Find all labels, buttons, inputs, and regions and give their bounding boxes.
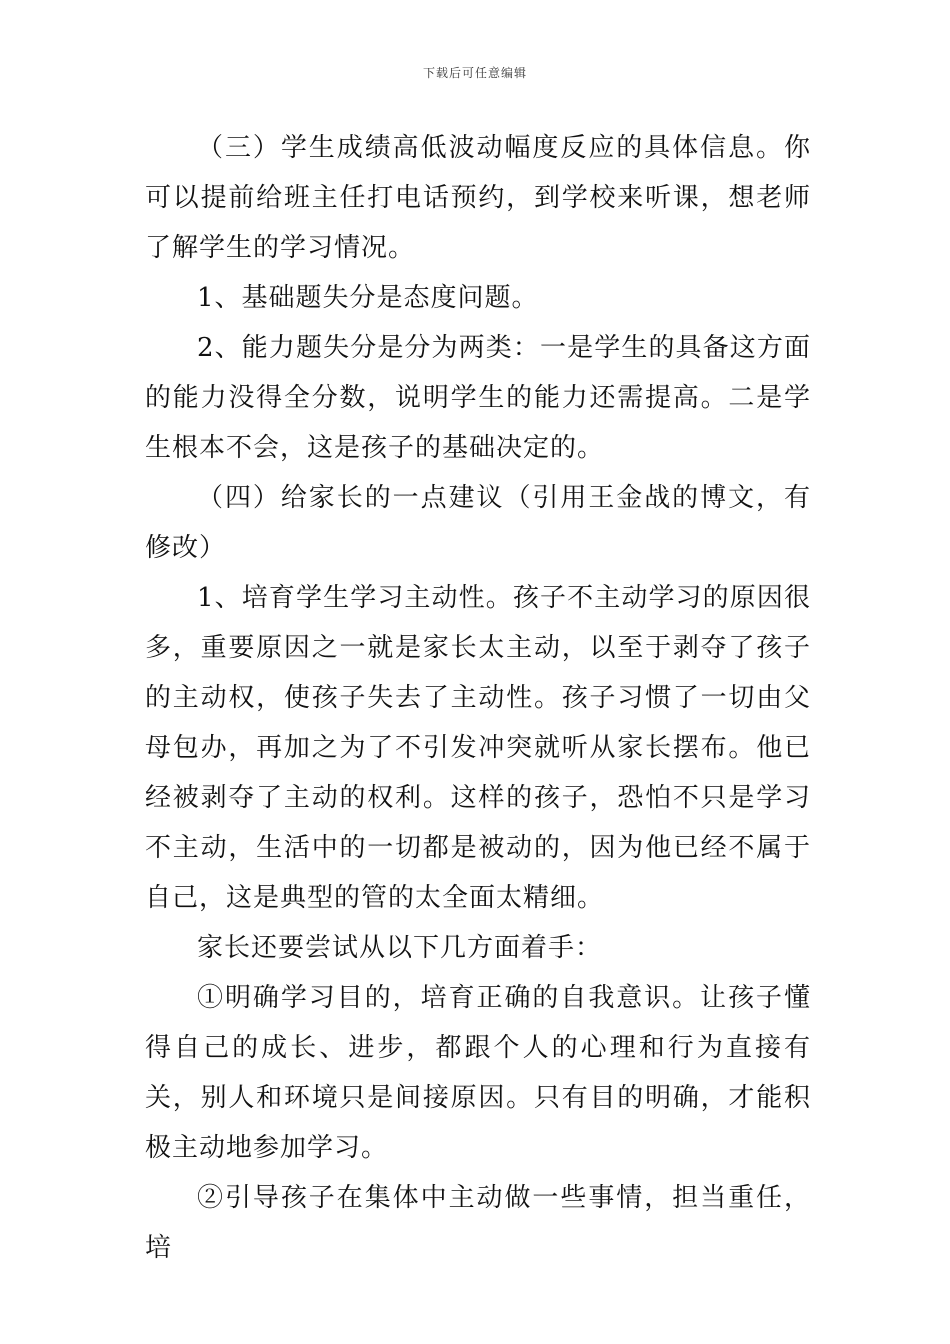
paragraph-section-three: （三）学生成绩高低波动幅度反应的具体信息。你可以提前给班主任打电话预约，到学校来听课，想老师了解学生的学习情况。	[145, 133, 811, 263]
document-body	[145, 123, 811, 1273]
paragraph-item-initiative: 1、培育学生学习主动性。孩子不主动学习的原因很多，重要原因之一就是家长太主动，以至于剥夺了孩子的主动权，使孩子失去了主动性。孩子习惯了一切由父母包办，再加之为了不引发冲突就听从家长摆布。他已经被剥夺了主动的权利。这样的孩子，恐怕不只是学习不主动，生活中的一切都是被动的，因为他已经不属于自己，这是典型的管的太全面太精细。	[145, 583, 811, 913]
paragraph-point-one: ①明确学习目的，培育正确的自我意识。让孩子懂得自己的成长、进步，都跟个人的心理和行为直接有关，别人和环境只是间接原因。只有目的明确，才能积极主动地参加学习。	[145, 983, 811, 1163]
paragraph-point-two: ②引导孩子在集体中主动做一些事情，担当重任，培	[145, 1183, 811, 1263]
paragraph-section-four: （四）给家长的一点建议（引用王金战的博文，有修改）	[145, 483, 811, 563]
page-header: 下载后可任意编辑	[422, 66, 527, 80]
paragraph-parents-should: 家长还要尝试从以下几方面着手：	[197, 933, 603, 963]
paragraph-item-ability-questions: 2、能力题失分是分为两类：一是学生的具备这方面的能力没得全分数，说明学生的能力还需提高。二是学生根本不会，这是孩子的基础决定的。	[145, 333, 811, 463]
paragraph-item-basic-questions: 1、基础题失分是态度问题。	[197, 283, 539, 313]
